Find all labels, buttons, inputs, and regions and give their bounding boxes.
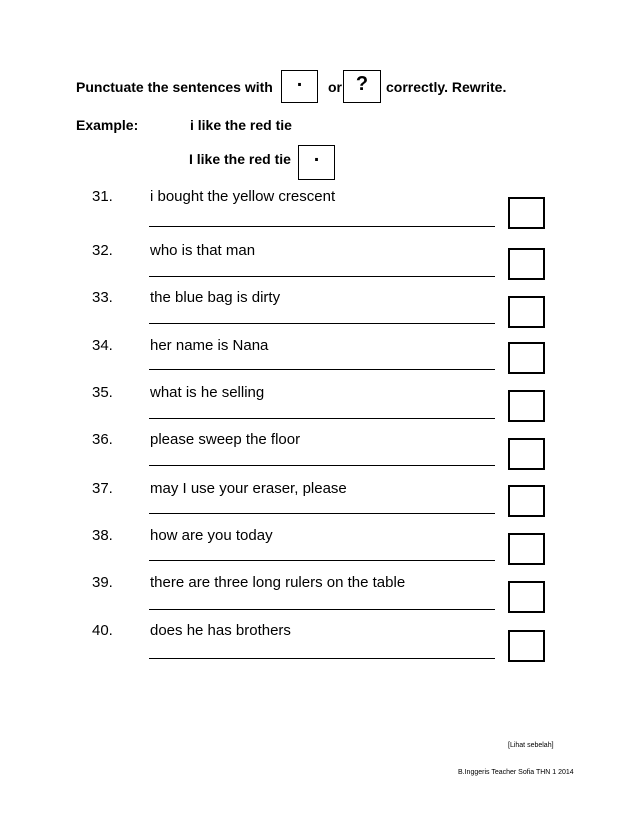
question-sentence: i bought the yellow crescent	[150, 188, 336, 205]
question-number: 39.	[92, 574, 113, 591]
question-number: 32.	[92, 242, 113, 259]
answer-line[interactable]	[149, 560, 495, 561]
answer-line[interactable]	[149, 323, 495, 324]
question-number: 40.	[92, 622, 113, 639]
question-number: 36.	[92, 431, 113, 448]
answer-checkbox[interactable]	[508, 630, 545, 662]
example-corrected: I like the red tie	[189, 151, 291, 167]
instruction-middle: or	[328, 79, 342, 95]
question-number: 37.	[92, 480, 113, 497]
credit-line: B.Inggeris Teacher Sofia THN 1 2014	[458, 769, 574, 776]
question-sentence: there are three long rulers on the table	[150, 574, 406, 591]
question-sentence: what is he selling	[150, 384, 265, 401]
answer-line[interactable]	[149, 658, 495, 659]
answer-line[interactable]	[149, 465, 495, 466]
answer-line[interactable]	[149, 418, 495, 419]
answer-checkbox[interactable]	[508, 533, 545, 565]
example-symbol-box: .	[298, 145, 335, 180]
question-sentence: the blue bag is dirty	[150, 289, 281, 306]
answer-checkbox[interactable]	[508, 581, 545, 613]
question-symbol-box: ?	[343, 70, 381, 103]
next-page-note: [Lihat sebelah]	[508, 742, 554, 749]
answer-line[interactable]	[149, 226, 495, 227]
answer-line[interactable]	[149, 369, 495, 370]
question-sentence: how are you today	[150, 527, 273, 544]
instruction-suffix: correctly. Rewrite.	[386, 79, 507, 95]
answer-checkbox[interactable]	[508, 248, 545, 280]
question-sentence: does he has brothers	[150, 622, 291, 639]
question-number: 33.	[92, 289, 113, 306]
answer-checkbox[interactable]	[508, 485, 545, 517]
example-label: Example:	[76, 117, 139, 133]
instruction-prefix: Punctuate the sentences with	[76, 79, 273, 95]
question-number: 34.	[92, 337, 113, 354]
answer-checkbox[interactable]	[508, 197, 545, 229]
question-number: 31.	[92, 188, 113, 205]
question-sentence: may I use your eraser, please	[150, 480, 347, 497]
answer-checkbox[interactable]	[508, 438, 545, 470]
answer-line[interactable]	[149, 276, 495, 277]
question-sentence: who is that man	[150, 242, 256, 259]
answer-checkbox[interactable]	[508, 390, 545, 422]
answer-checkbox[interactable]	[508, 296, 545, 328]
question-number: 35.	[92, 384, 113, 401]
question-number: 38.	[92, 527, 113, 544]
answer-line[interactable]	[149, 513, 495, 514]
period-symbol-box: .	[281, 70, 318, 103]
question-sentence: her name is Nana	[150, 337, 269, 354]
example-original: i like the red tie	[190, 117, 292, 133]
answer-checkbox[interactable]	[508, 342, 545, 374]
question-sentence: please sweep the floor	[150, 431, 301, 448]
answer-line[interactable]	[149, 609, 495, 610]
